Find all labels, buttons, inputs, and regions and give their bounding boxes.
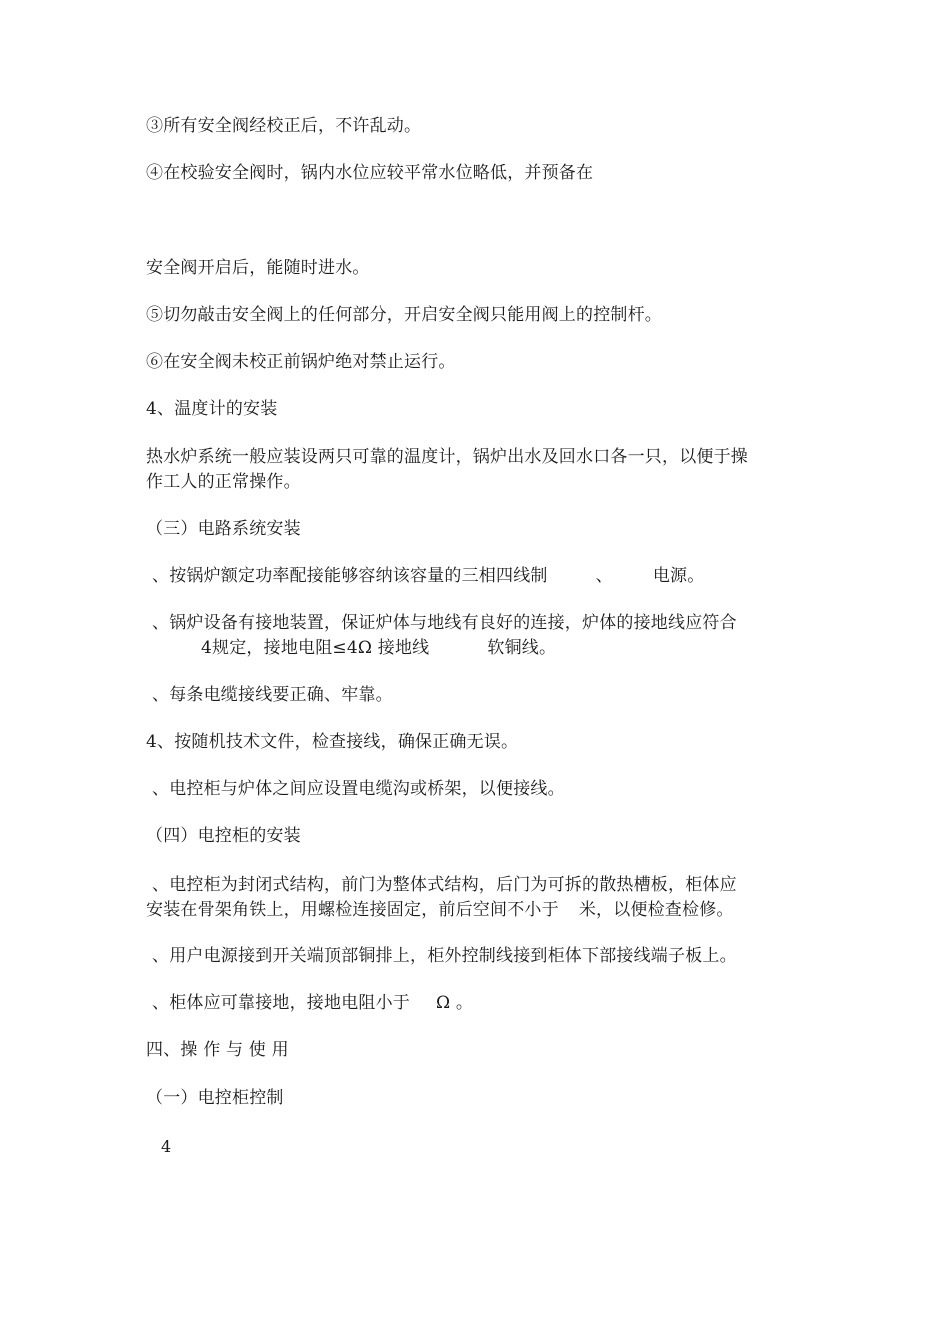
line-segment: 软铜线。 — [487, 638, 557, 658]
paragraph-line — [201, 636, 556, 660]
paragraph-line: 作工人的正常操作。 — [146, 472, 301, 492]
paragraph-line: 安全阀开启后，能随时进水。 — [146, 258, 370, 278]
section-heading: 四、操 作 与 使 用 — [146, 1040, 289, 1060]
paragraph-line: 、锅炉设备有接地装置，保证炉体与地线有良好的连接，炉体的接地线应符合 — [152, 613, 737, 633]
paragraph-line — [146, 898, 734, 922]
paragraph-line: 、每条电缆接线要正确、牢靠。 — [152, 685, 393, 705]
paragraph-line: ⑤切勿敲击安全阀上的任何部分，开启安全阀只能用阀上的控制杆。 — [146, 305, 662, 325]
line-segment: 电源。 — [652, 566, 705, 586]
paragraph-line: 、电控柜与炉体之间应设置电缆沟或桥架，以便接线。 — [152, 779, 565, 799]
paragraph-line: ⑥在安全阀未校正前锅炉绝对禁止运行。 — [146, 352, 456, 372]
line-segment: Ω 。 — [436, 993, 474, 1013]
paragraph-line: 、电控柜为封闭式结构，前门为整体式结构，后门为可拆的散热槽板，柜体应 — [152, 875, 737, 895]
line-segment: 、按锅炉额定功率配接能够容纳该容量的三相四线制 — [152, 566, 548, 586]
line-segment: 4规定，接地电阻≤4Ω 接地线 — [201, 638, 430, 658]
paragraph-line: 4、按随机技术文件，检查接线，确保正确无误。 — [146, 732, 519, 752]
section-heading: （四）电控柜的安装 — [146, 826, 301, 846]
section-heading: （一）电控柜控制 — [146, 1088, 284, 1108]
section-heading: 4、温度计的安装 — [146, 399, 278, 419]
paragraph-line: ③所有安全阀经校正后，不许乱动。 — [146, 116, 422, 136]
paragraph-line: ④在校验安全阀时，锅内水位应较平常水位略低，并预备在 — [146, 163, 594, 183]
section-heading: （三）电路系统安装 — [146, 519, 301, 539]
paragraph-line: 热水炉系统一般应装设两只可靠的温度计，锅炉出水及回水口各一只，以便于操 — [146, 447, 748, 467]
paragraph-line — [152, 991, 473, 1015]
line-segment: 安装在骨架角铁上，用螺检连接固定，前后空间不小于 — [146, 900, 559, 920]
line-segment: 米，以便检查检修。 — [578, 900, 734, 920]
line-segment: 、柜体应可靠接地，接地电阻小于 — [152, 993, 410, 1013]
paragraph-line: 、用户电源接到开关端顶部铜排上，柜外控制线接到柜体下部接线端子板上。 — [152, 946, 737, 966]
page-number: 4 — [161, 1137, 172, 1156]
line-segment: 、 — [595, 566, 613, 586]
paragraph-line — [152, 564, 704, 588]
